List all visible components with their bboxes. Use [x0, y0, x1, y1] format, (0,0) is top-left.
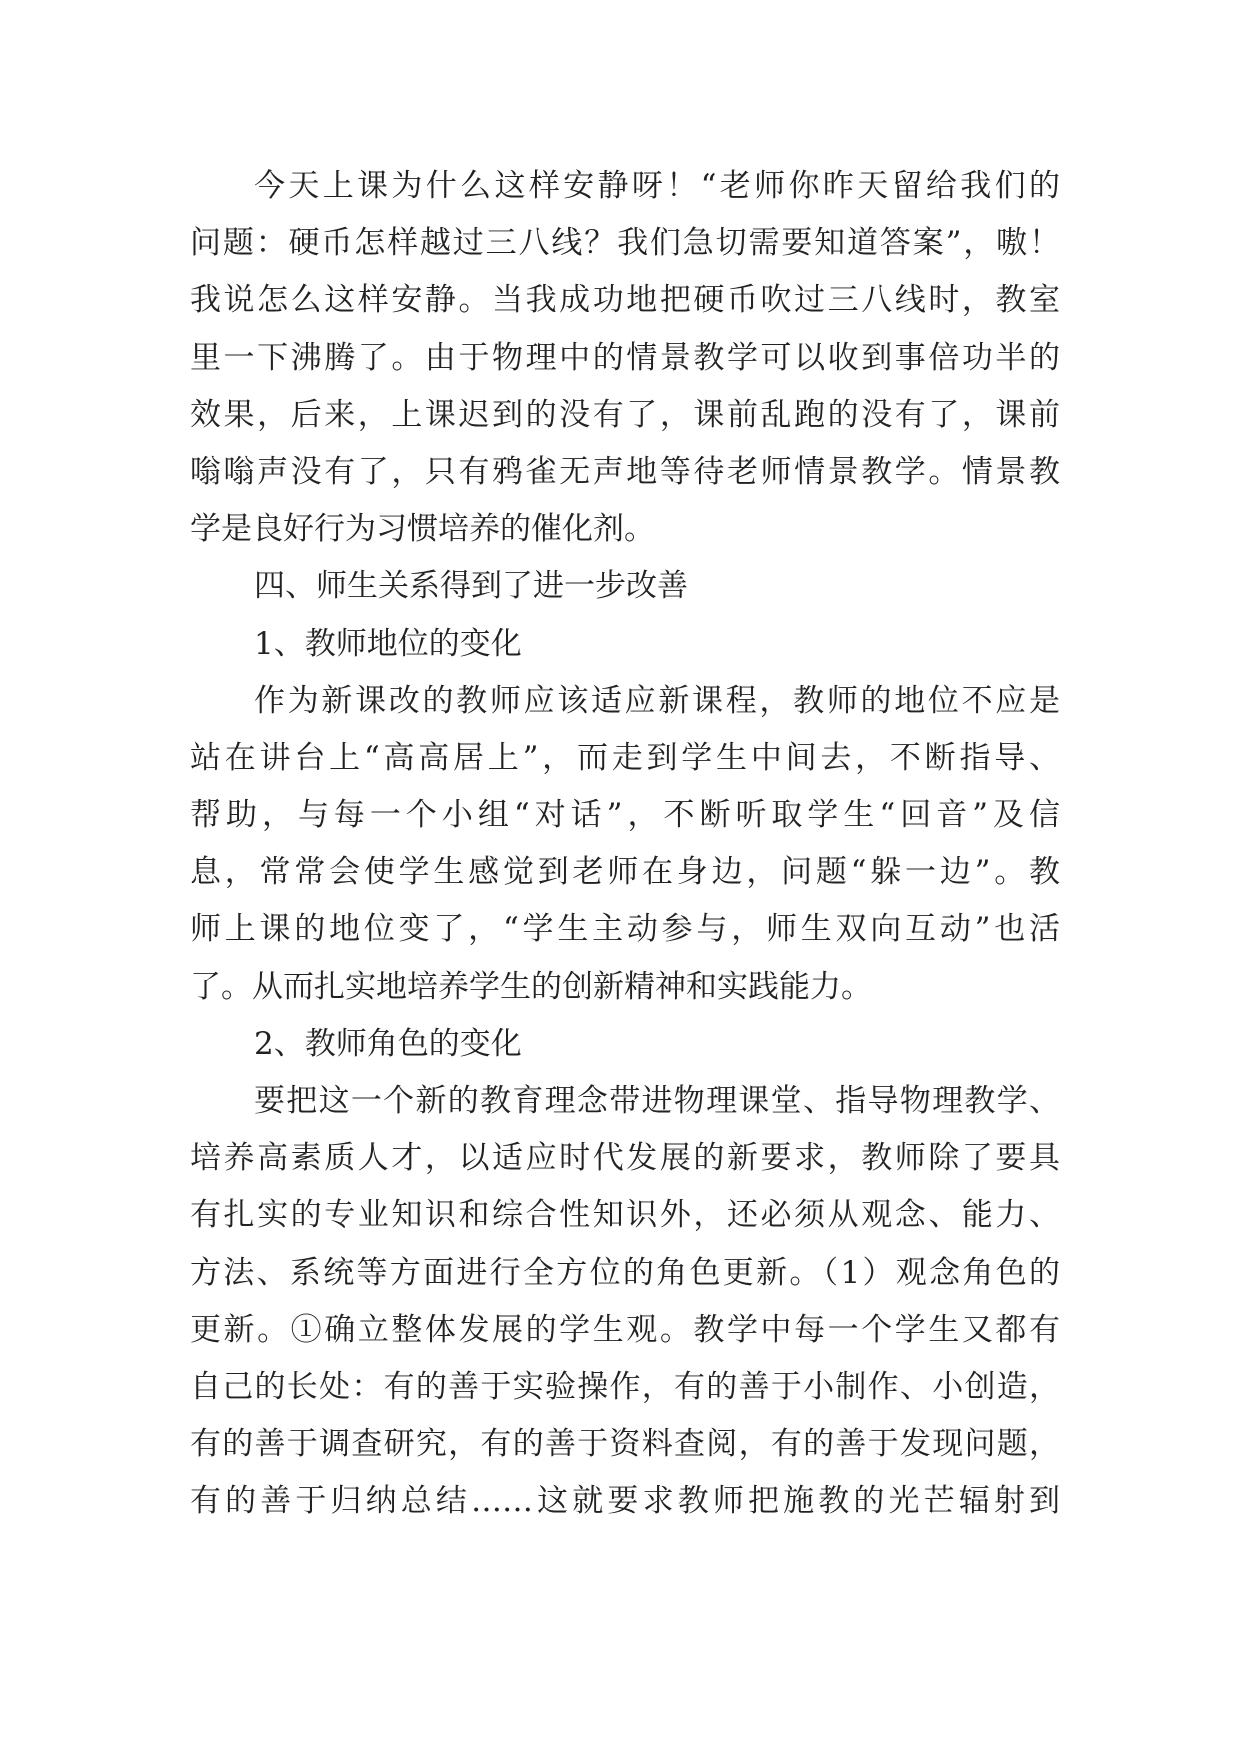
- paragraph-line: 我说怎么这样安静。当我成功地把硬币吹过三八线时，教室: [190, 282, 1060, 319]
- paragraph-line: 效果，后来，上课迟到的没有了，课前乱跑的没有了，课前: [190, 396, 1060, 433]
- subsection-heading: 2、教师角色的变化: [254, 1025, 522, 1062]
- paragraph-line: 要把这一个新的教育理念带进物理课堂、指导物理教学、: [254, 1083, 1060, 1119]
- paragraph-line: 学是良好行为习惯培养的催化剂。: [190, 511, 655, 548]
- paragraph-line: 里一下沸腾了。由于物理中的情景教学可以收到事倍功半的: [190, 339, 1060, 376]
- paragraph-line: 作为新课改的教师应该适应新课程，教师的地位不应是: [254, 682, 1060, 719]
- paragraph-1: [190, 158, 1060, 558]
- paragraph-line: 帮助，与每一个小组“对话”，不断听取学生“回音”及信: [190, 797, 1060, 834]
- paragraph-line: 嗡嗡声没有了，只有鸦雀无声地等待老师情景教学。情景教: [190, 453, 1060, 490]
- section-heading: 四、师生关系得到了进一步改善: [254, 568, 688, 605]
- paragraph-line: 问题：硬币怎样越过三八线？我们急切需要知道答案”，嗷！: [190, 225, 1060, 262]
- subsection-heading: 1、教师地位的变化: [254, 625, 522, 662]
- paragraph-line: 息，常常会使学生感觉到老师在身边，问题“躲一边”。教: [190, 854, 1060, 891]
- paragraph-3: [190, 1073, 1060, 1531]
- paragraph-line: 更新。①确立整体发展的学生观。教学中每一个学生又都有: [190, 1311, 1060, 1348]
- paragraph-2: [190, 673, 1060, 1016]
- paragraph-line: 培养高素质人才，以适应时代发展的新要求，教师除了要具: [190, 1140, 1060, 1177]
- paragraph-line: 今天上课为什么这样安静呀！“老师你昨天留给我们的: [254, 168, 1060, 204]
- document-body: [190, 158, 1060, 1531]
- paragraph-line: 有的善于调查研究，有的善于资料查阅，有的善于发现问题，: [190, 1426, 1060, 1463]
- paragraph-line: 方法、系统等方面进行全方位的角色更新。（1）观念角色的: [190, 1254, 1060, 1291]
- paragraph-line: 师上课的地位变了，“学生主动参与，师生双向互动”也活: [190, 911, 1060, 948]
- paragraph-line: 有的善于归纳总结……这就要求教师把施教的光芒辐射到: [190, 1483, 1060, 1520]
- paragraph-line: 了。从而扎实地培养学生的创新精神和实践能力。: [190, 968, 872, 1005]
- paragraph-line: 自己的长处：有的善于实验操作，有的善于小制作、小创造，: [190, 1368, 1060, 1405]
- paragraph-line: 有扎实的专业知识和综合性知识外，还必须从观念、能力、: [190, 1197, 1060, 1234]
- paragraph-line: 站在讲台上“高高居上”，而走到学生中间去，不断指导、: [190, 739, 1060, 776]
